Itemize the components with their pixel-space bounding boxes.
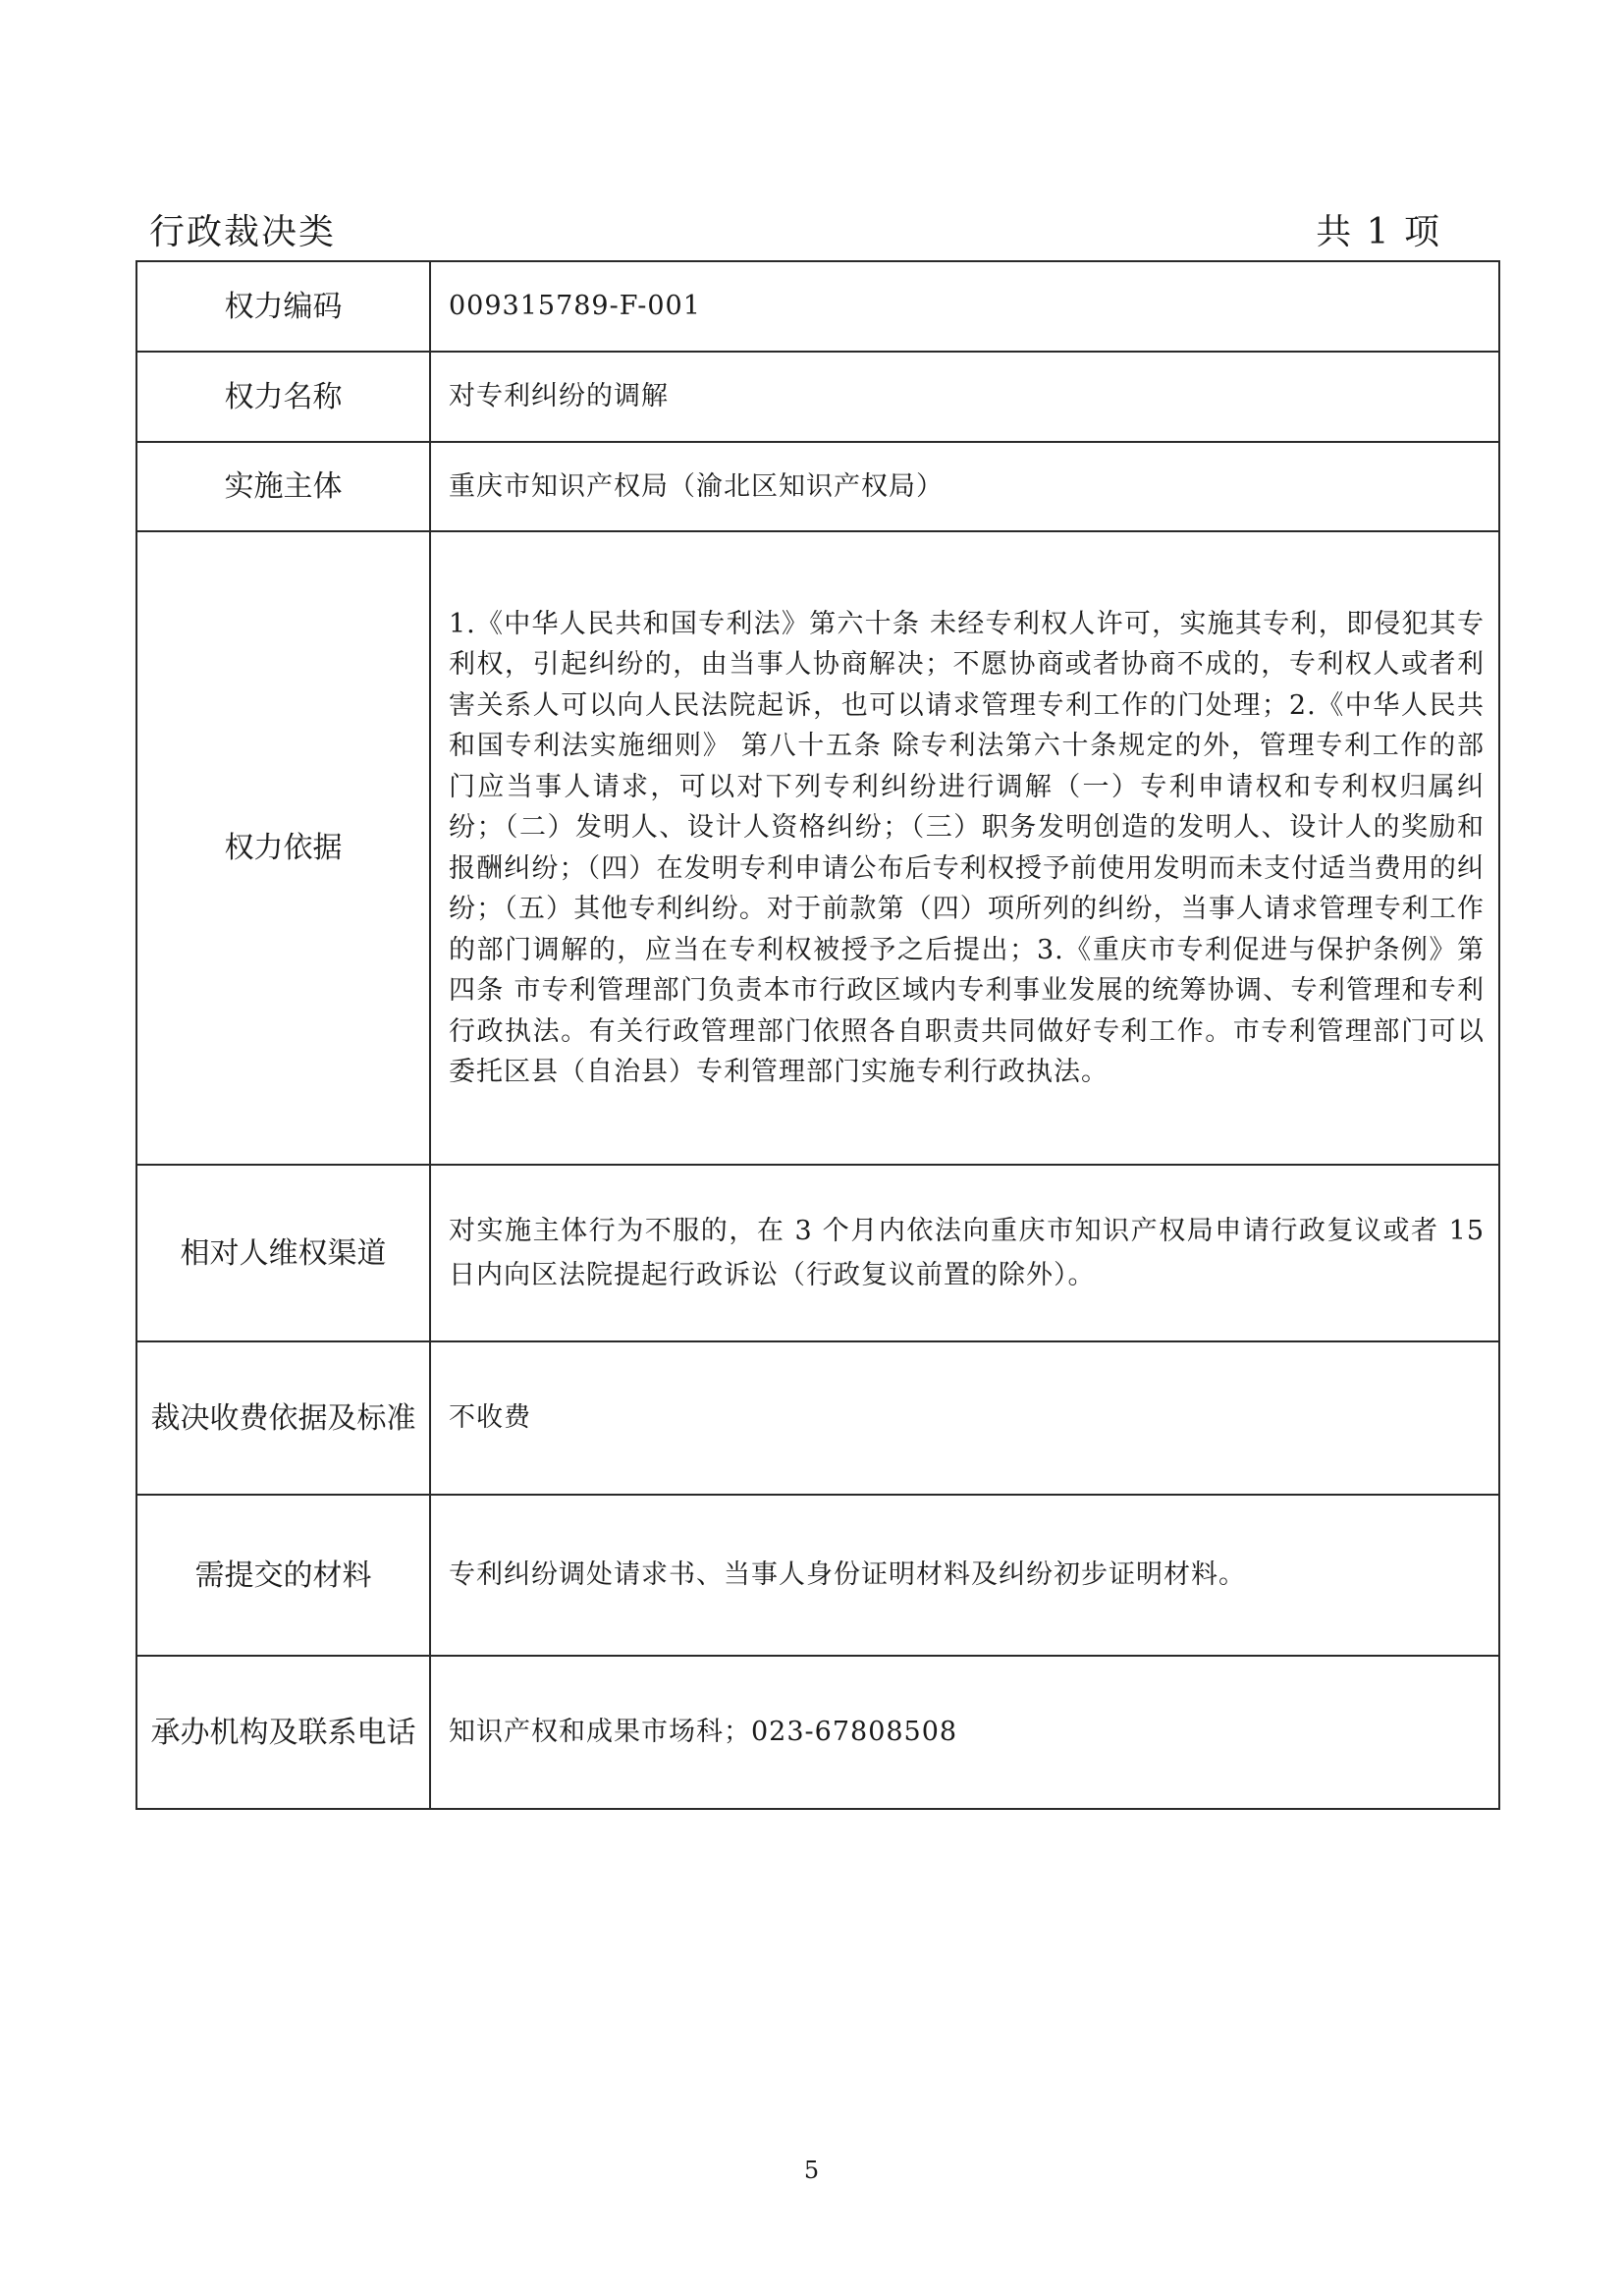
table-row-remedy-channel bbox=[136, 1165, 1499, 1341]
value-remedy-channel: 对实施主体行为不服的，在 3 个月内依法向重庆市知识产权局申请行政复议或者 15 日内向区法院提起行政诉讼（行政复议前置的除外）。 bbox=[430, 1165, 1499, 1341]
value-legal-basis: 1.《中华人民共和国专利法》第六十条 未经专利权人许可，实施其专利，即侵犯其专利权，引起纠纷的，由当事人协商解决；不愿协商或者协商不成的，专利权人或者利害关系人可以向人民法院起诉，也可以请求管理专利工作的门处理；2.《中华人民共和国专利法实施细则》 第八十五条 除专利法第六十条规定的外，管理专利工作的部门应当事人请求，可以对下列专利纠纷进行调解（一）专利申请权和专利权归属纠纷；（二）发明人、设计人资格纠纷；（三）职务发明创造的发明人、设计人的奖励和报酬纠纷；（四）在发明专利申请公布后专利权授予前使用发明而未支付适当费用的纠纷；（五）其他专利纠纷。对于前款第（四）项所列的纠纷，当事人请求管理专利工作的部门调解的，应当在专利权被授予之后提出；3.《重庆市专利促进与保护条例》第四条 市专利管理部门负责本市行政区域内专利事业发展的统筹协调、专利管理和专利行政执法。有关行政管理部门依照各自职责共同做好专利工作。市专利管理部门可以委托区县（自治县）专利管理部门实施专利行政执法。 bbox=[430, 531, 1499, 1165]
table-row-legal-basis bbox=[136, 531, 1499, 1165]
table-row-contact-office bbox=[136, 1656, 1499, 1809]
label-implementing-body: 实施主体 bbox=[136, 442, 430, 531]
label-required-materials: 需提交的材料 bbox=[136, 1495, 430, 1656]
label-power-name: 权力名称 bbox=[136, 352, 430, 442]
label-fee-basis: 裁决收费依据及标准 bbox=[136, 1341, 430, 1495]
value-required-materials: 专利纠纷调处请求书、当事人身份证明材料及纠纷初步证明材料。 bbox=[430, 1495, 1499, 1656]
value-fee-basis: 不收费 bbox=[430, 1341, 1499, 1495]
label-contact-office: 承办机构及联系电话 bbox=[136, 1656, 430, 1809]
power-info-table bbox=[135, 260, 1500, 1810]
value-contact-office: 知识产权和成果市场科；023-67808508 bbox=[430, 1656, 1499, 1809]
category-title: 行政裁决类 bbox=[149, 212, 337, 252]
table-row-fee-basis bbox=[136, 1341, 1499, 1495]
label-power-code: 权力编码 bbox=[136, 261, 430, 352]
page-number: 5 bbox=[803, 2157, 820, 2184]
item-count: 共 1 项 bbox=[1316, 212, 1441, 252]
table-row-required-materials bbox=[136, 1495, 1499, 1656]
value-power-name: 对专利纠纷的调解 bbox=[430, 352, 1499, 442]
table-row-power-name bbox=[136, 352, 1499, 442]
table-row-implementing-body bbox=[136, 442, 1499, 531]
table-row-power-code bbox=[136, 261, 1499, 352]
value-implementing-body: 重庆市知识产权局（渝北区知识产权局） bbox=[430, 442, 1499, 531]
label-legal-basis: 权力依据 bbox=[136, 531, 430, 1165]
page-header bbox=[149, 204, 1441, 253]
label-remedy-channel: 相对人维权渠道 bbox=[136, 1165, 430, 1341]
value-power-code: 009315789-F-001 bbox=[430, 261, 1499, 352]
